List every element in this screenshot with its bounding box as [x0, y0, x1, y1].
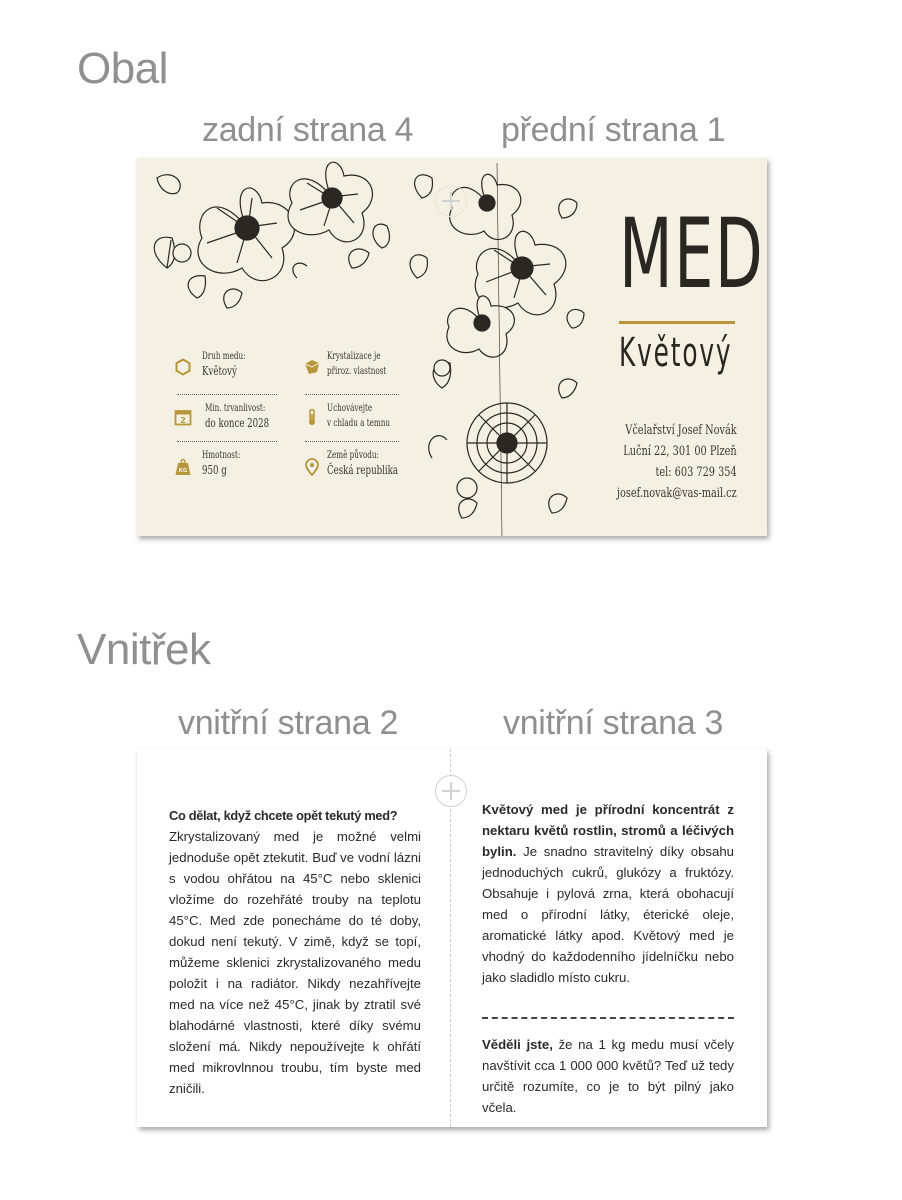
contact-line: josef.novak@vas-mail.cz [617, 486, 737, 501]
crystal-icon [303, 358, 321, 376]
back-side-label: zadní strana 4 [202, 111, 414, 149]
info-storage [327, 401, 390, 431]
weight-icon [174, 458, 192, 476]
product-subtitle: Květový [619, 330, 733, 376]
outer-label-card [137, 158, 767, 536]
calendar-number: 2 [180, 416, 186, 425]
fold-mark-icon [435, 775, 467, 807]
info-label: Druh medu: [202, 351, 246, 362]
divider [305, 394, 399, 395]
inner-right-fact [482, 1034, 734, 1118]
info-weight [202, 448, 240, 478]
flower-illustration-back [137, 158, 397, 318]
info-label: Hmotnost: [202, 450, 241, 461]
info-label: Min. trvanlivost: [205, 403, 266, 414]
divider [482, 1017, 734, 1019]
inner-left-text [169, 805, 421, 1099]
info-value: 950 g [202, 463, 227, 477]
info-label: Uchovávejte [327, 403, 373, 414]
location-pin-icon [303, 458, 321, 476]
inner-right-intro: Je snadno stravitelný díky obsahu jednoduchých cukrů, glukózy a fruktózy. Obsahuje i pylová zrna, která obohacují med o přírodní látky, éterické oleje, aromatické látky apod. Květový med je vhodný do každodenního jídelníčku nebo jako sladidlo místo cukru. [482, 844, 734, 985]
info-value: přiroz. vlastnost [327, 366, 387, 377]
fact-bold: Věděli jste, [482, 1037, 553, 1052]
info-value: Česká republika [327, 463, 399, 477]
info-label: Krystalizace je [327, 351, 381, 362]
inner-left-body: Zkrystalizovaný med je možné velmi jednoduše opět ztekutit. Buď ve vodní lázni s vodou ohřátou na 45°C nebo sklenici vložíme do rozehřáté trouby na teplotu 45°C. Med zde ponecháme do té doby, dokud není tekutý. V zimě, když se topí, můžeme sklenici zkrystalizovaného medu položit i na radiátor. Nikdy nezahřívejte med na více než 45°C, jinak by ztratil své blahodárné vlastnosti, které díky svému složení má. Nikdy nepoužívejte k ohřátí med mikrovlnnou troubu, tím byste med zničili. [169, 829, 421, 1096]
contact-line: Luční 22, 301 00 Plzeň [623, 444, 737, 459]
inner-label-card [137, 749, 767, 1127]
info-value: Květový [202, 364, 237, 378]
inner-left-label: vnitřní strana 2 [178, 704, 399, 742]
info-label: Země původu: [327, 450, 379, 461]
front-side-label: přední strana 1 [501, 111, 726, 149]
hexagon-icon [174, 358, 192, 376]
flower-illustration-front [402, 158, 592, 536]
info-honey-type [202, 349, 246, 379]
thermometer-icon [303, 408, 321, 426]
info-value: v chladu a temnu [327, 418, 390, 429]
inner-right-label: vnitřní strana 3 [503, 704, 724, 742]
product-title: MED [619, 198, 765, 310]
section-title-obal: Obal [77, 44, 168, 93]
fact-text: že na 1 kg medu musí včely navštívit cca 1 000 000 květů? Teď už tedy určitě rozumíte, co je to být pilný jako včela. [482, 1037, 734, 1115]
producer-contact [617, 420, 737, 504]
calendar-icon [174, 408, 192, 426]
section-title-vnitrek: Vnitřek [77, 625, 211, 674]
inner-right-text [482, 799, 734, 988]
divider [177, 394, 277, 395]
weight-unit: KG [178, 468, 188, 474]
inner-right-intro-bold: Květový med je přírodní koncentrát z nektaru květů rostlin, stromů a léčivých bylin. [482, 802, 734, 859]
contact-line: Včelařství Josef Novák [625, 423, 737, 438]
info-origin [327, 448, 398, 478]
divider [177, 441, 277, 442]
inner-left-heading: Co dělat, když chcete opět tekutý med? [169, 808, 398, 823]
title-divider [619, 321, 735, 324]
info-value: do konce 2028 [205, 416, 270, 430]
fold-mark-icon [435, 185, 467, 217]
contact-line: tel: 603 729 354 [655, 465, 737, 480]
info-crystallization [327, 349, 386, 379]
info-best-before [205, 401, 269, 431]
divider [305, 441, 399, 442]
